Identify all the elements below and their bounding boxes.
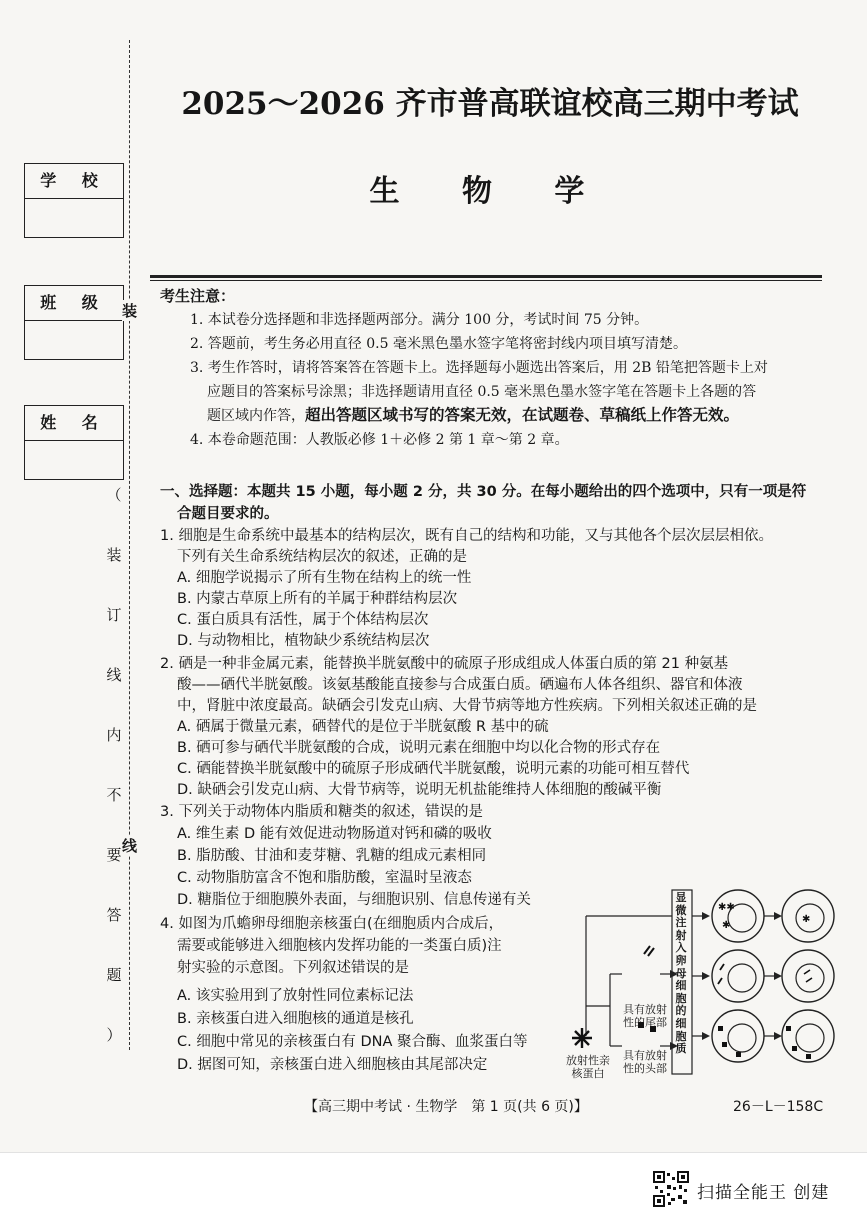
name-blank — [25, 441, 123, 479]
q4-stem-2: 需要或能够进入细胞核内发挥功能的一类蛋白质)注 — [177, 938, 502, 954]
svg-text:✱: ✱ — [802, 914, 811, 925]
vertical-char: 不 — [106, 786, 122, 804]
name-label: 姓 名 — [25, 406, 123, 441]
q4-option-a: A. 该实验用到了放射性同位素标记法 — [177, 988, 414, 1004]
notice-line-3c — [207, 403, 739, 425]
vertical-char: ） — [106, 1026, 122, 1044]
svg-text:✱: ✱ — [722, 920, 731, 931]
vertical-char: 答 — [106, 906, 122, 924]
vertical-char: 线 — [106, 666, 122, 684]
notice-line-3b: 应题目的答案标号涂黑；非选择题请用直径 0.5 毫米黑色墨水签字笔在答题卡上各题的答 — [207, 384, 757, 400]
scanner-text: 扫描全能王 创建 — [697, 1183, 830, 1203]
vertical-char: 装 — [106, 546, 122, 564]
q1-stem-2: 下列有关生命系统结构层次的叙述，正确的是 — [177, 549, 467, 565]
q3-stem: 3. 下列关于动物体内脂质和糖类的叙述，错误的是 — [160, 804, 483, 820]
vertical-char: 题 — [106, 966, 122, 984]
binding-char-xian: 线 — [122, 837, 138, 855]
section-heading-1: 一、选择题：本题共 15 小题，每小题 2 分，共 30 分。在每小题给出的四个选项中，只有一项是符 — [160, 484, 807, 500]
diagram-tail-label: 具有放射性的尾部 — [623, 1003, 667, 1029]
q3-option-c: C. 动物脂肪富含不饱和脂肪酸，室温时呈液态 — [177, 870, 472, 886]
q3-option-a: A. 维生素 D 能有效促进动物肠道对钙和磷的吸收 — [177, 826, 492, 842]
vertical-char: 要 — [106, 846, 122, 864]
binding-char-zhuang: 装 — [122, 302, 138, 320]
q2-option-c: C. 硒能替换半胱氨酸中的硫原子形成硒代半胱氨酸，说明元素的功能可相互替代 — [177, 761, 690, 777]
class-blank — [25, 321, 123, 359]
q2-option-d: D. 缺硒会引发克山病、大骨节病等，说明无机盐能维持人体细胞的酸碱平衡 — [177, 782, 662, 798]
name-field — [24, 405, 124, 480]
q1-option-b: B. 内蒙古草原上所有的羊属于种群结构层次 — [177, 591, 458, 607]
header-rule-thin — [150, 280, 822, 281]
vertical-char: （ — [106, 486, 122, 504]
vertical-char: 订 — [106, 606, 122, 624]
diagram-radio-protein-label: 放射性亲核蛋白 — [566, 1054, 610, 1080]
class-label: 班 级 — [25, 286, 123, 321]
q4-stem-3: 射实验的示意图。下列叙述错误的是 — [177, 960, 409, 976]
q2-option-a: A. 硒属于微量元素，硒替代的是位于半胱氨酸 R 基中的硫 — [177, 719, 549, 735]
diagram-vertical-label: 显微注射入卵母细胞的细胞质 — [675, 891, 687, 1056]
diagram-head-label: 具有放射性的头部 — [623, 1049, 667, 1075]
q3-option-b: B. 脂肪酸、甘油和麦芽糖、乳糖的组成元素相同 — [177, 848, 487, 864]
class-field — [24, 285, 124, 360]
q1-option-d: D. 与动物相比，植物缺少系统结构层次 — [177, 633, 430, 649]
notice-line-4: 4. 本卷命题范围：人教版必修 1＋必修 2 第 1 章～第 2 章。 — [190, 432, 569, 448]
q4-stem-1: 4. 如图为爪蟾卵母细胞亲核蛋白(在细胞质内合成后， — [160, 916, 504, 932]
exam-title: 2025～2026 齐市普高联谊校高三期中考试 — [181, 86, 799, 122]
vertical-char: 内 — [106, 726, 122, 744]
notice-line-1: 1. 本试卷分选择题和非选择题两部分。满分 100 分，考试时间 75 分钟。 — [190, 312, 649, 328]
paper-code: 26－L－158C — [733, 1099, 824, 1115]
notice-line-3c-text: 题区域内作答， — [207, 408, 305, 424]
page-footer: 【高三期中考试 · 生物学 第 1 页(共 6 页)】 — [304, 1099, 588, 1115]
section-heading-2: 合题目要求的。 — [177, 506, 279, 522]
q2-stem-2: 酸——硒代半胱氨酸。该氨基酸能直接参与合成蛋白质。硒遍布人体各组织、器官和体液 — [177, 677, 743, 693]
notice-heading: 考生注意： — [160, 287, 236, 305]
notice-line-3: 3. 考生作答时，请将答案答在答题卡上。选择题每小题选出答案后，用 2B 铅笔把答题卡上对 — [190, 360, 768, 376]
notice-emphasis: 超出答题区域书写的答案无效，在试题卷、草稿纸上作答无效。 — [305, 406, 740, 424]
q4-option-b: B. 亲核蛋白进入细胞核的通道是核孔 — [177, 1011, 414, 1027]
q1-option-c: C. 蛋白质具有活性，属于个体结构层次 — [177, 612, 429, 628]
q1-stem-1: 1. 细胞是生命系统中最基本的结构层次，既有自己的结构和功能，又与其他各个层次层层相依。 — [160, 528, 773, 544]
svg-text:✱✱: ✱✱ — [718, 902, 735, 913]
q4-option-d: D. 据图可知，亲核蛋白进入细胞核由其尾部决定 — [177, 1057, 488, 1073]
notice-line-2: 2. 答题前，考生务必用直径 0.5 毫米黑色墨水签字笔将密封线内项目填写清楚。 — [190, 336, 687, 352]
header-rule-thick — [150, 275, 822, 278]
q2-option-b: B. 硒可参与硒代半胱氨酸的合成，说明元素在细胞中均以化合物的形式存在 — [177, 740, 661, 756]
q1-option-a: A. 细胞学说揭示了所有生物在结构上的统一性 — [177, 570, 472, 586]
subject-title: 生 物 学 — [369, 174, 611, 209]
school-field — [24, 163, 124, 238]
binding-dashed-line — [129, 40, 130, 1050]
school-blank — [25, 199, 123, 237]
q2-stem-3: 中，肾脏中浓度最高。缺硒会引发克山病、大骨节病等地方性疾病。下列相关叙述正确的是 — [177, 698, 757, 714]
q2-stem-1: 2. 硒是一种非金属元素，能替换半胱氨酸中的硫原子形成组成人体蛋白质的第 21 种氨基 — [160, 656, 729, 672]
q3-option-d: D. 糖脂位于细胞膜外表面，与细胞识别、信息传递有关 — [177, 892, 531, 908]
q4-option-c: C. 细胞中常见的亲核蛋白有 DNA 聚合酶、血浆蛋白等 — [177, 1034, 528, 1050]
school-label: 学 校 — [25, 164, 123, 199]
qr-code-icon — [653, 1171, 689, 1207]
